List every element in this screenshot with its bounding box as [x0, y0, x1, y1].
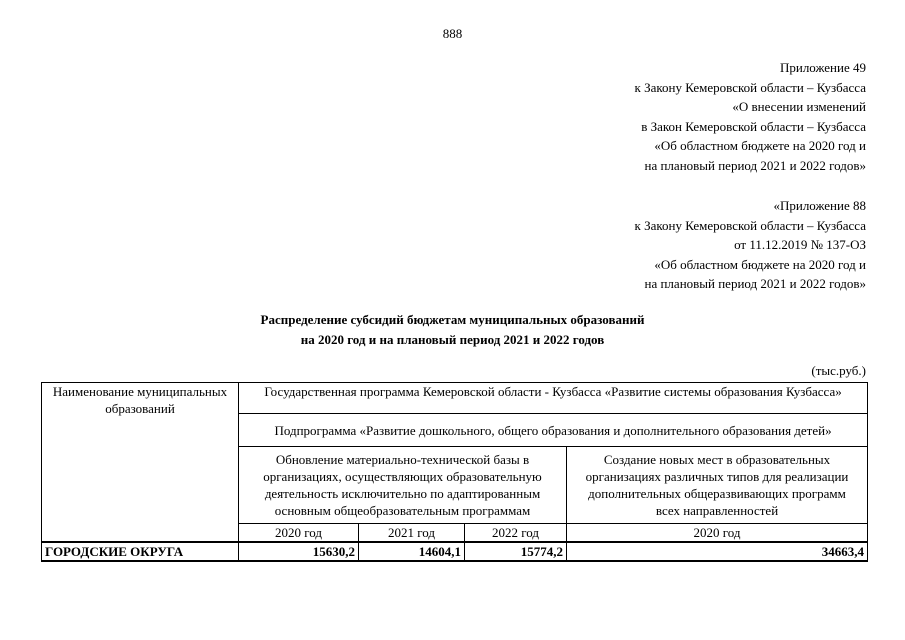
appendix-reference-88	[635, 196, 867, 294]
units-label: (тыс.руб.)	[811, 363, 866, 378]
row-value: 15630,2	[239, 542, 359, 561]
table-row	[42, 542, 868, 561]
header-year: 2022 год	[465, 524, 567, 543]
document-title-line: на 2020 год и на плановый период 2021 и 2022 годов	[300, 331, 605, 347]
header-program: Государственная программа Кемеровской области - Кузбасса «Развитие системы образования Кузбасса»	[239, 383, 868, 414]
subsidy-distribution-table	[41, 382, 868, 562]
appendix-reference-49	[635, 58, 867, 175]
header-year: 2020 год	[239, 524, 359, 543]
header-year: 2021 год	[359, 524, 465, 543]
appendix-line: на плановый период 2021 и 2022 годов»	[644, 276, 866, 291]
document-title-line: Распределение субсидий бюджетам муниципальных образований	[260, 312, 645, 327]
document-title	[0, 310, 905, 349]
header-subprogram: Подпрограмма «Развитие дошкольного, общего образования и дополнительного образования детей»	[239, 414, 868, 447]
appendix-line: к Закону Кемеровской области – Кузбасса	[634, 217, 866, 233]
table-header-row	[42, 383, 868, 414]
header-measure-equipment: Обновление материально-технической базы в организациях, осуществляющих образовательную деятельность исключительно по адаптированным основным общеобразовательным программам	[239, 447, 567, 524]
page-number: 888	[442, 26, 463, 41]
row-value: 34663,4	[567, 542, 868, 561]
appendix-line: «Об областном бюджете на 2020 год и	[654, 138, 866, 153]
appendix-line: на плановый период 2021 и 2022 годов»	[644, 157, 866, 173]
row-value: 15774,2	[465, 542, 567, 561]
appendix-line: от 11.12.2019 № 137-ОЗ	[734, 237, 866, 252]
header-municipality: Наименование муниципальных образований	[42, 383, 239, 543]
row-value: 14604,1	[359, 542, 465, 561]
appendix-line: «О внесении изменений	[732, 99, 866, 114]
header-measure-new-places: Создание новых мест в образовательных организациях различных типов для реализации дополнительных общеразвивающих программ всех направленностей	[567, 447, 868, 524]
appendix-line: к Закону Кемеровской области – Кузбасса	[634, 79, 866, 95]
appendix-line: Приложение 49	[779, 60, 866, 75]
row-municipality-name: ГОРОДСКИЕ ОКРУГА	[42, 542, 239, 561]
appendix-line: в Закон Кемеровской области – Кузбасса	[641, 118, 866, 134]
header-year: 2020 год	[567, 524, 868, 543]
appendix-line: «Приложение 88	[773, 198, 866, 213]
appendix-line: «Об областном бюджете на 2020 год и	[654, 256, 866, 272]
